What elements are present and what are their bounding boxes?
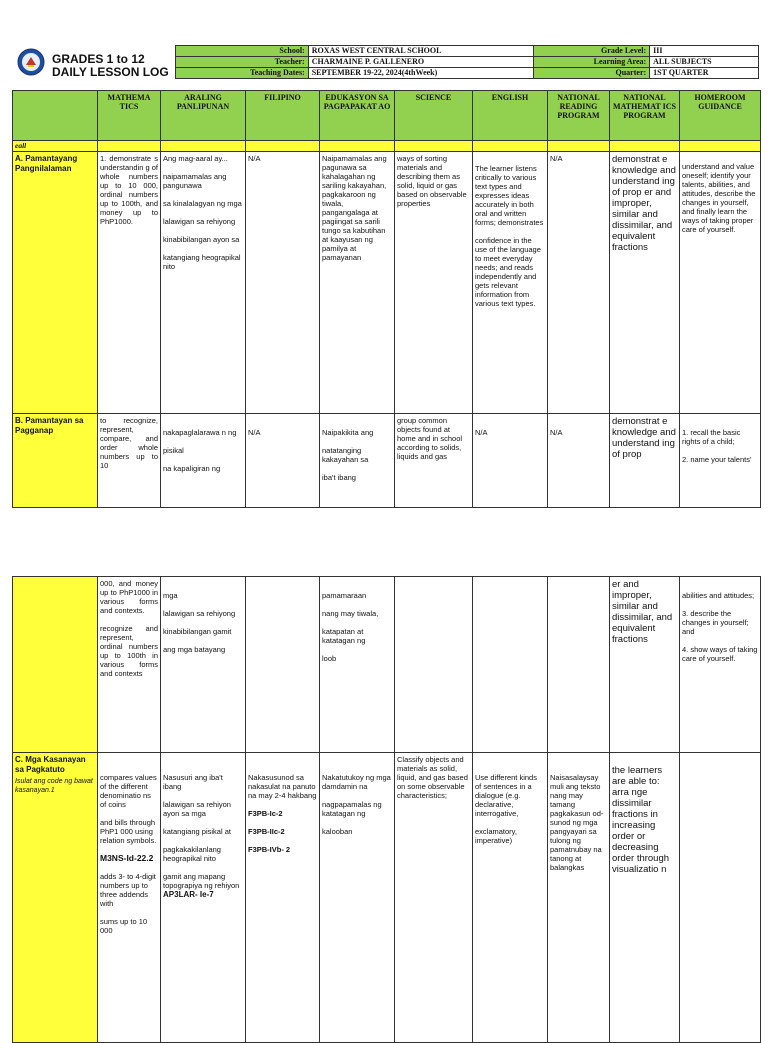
lesson-log-table-1: [12, 90, 761, 508]
c-ap: Nasusuri ang iba't ibang lalawigan sa rehiyon ayon sa mga katangiang pisikal at pagkakakilanlang heograpikal nito gamit ang mapang topograpiya ng rehiyon AP3LAR- Ie-7: [161, 753, 246, 1043]
form-header: [12, 45, 759, 79]
corner-cell: [13, 91, 98, 141]
lesson-log-table-2: [12, 576, 761, 1043]
c-fil: Nakasusunod sa nakasulat na panuto na may 2-4 hakbang F3PB-Ic-2 F3PB-IIc-2 F3PB-IVb- 2: [246, 753, 320, 1043]
teacher-label: Teacher:: [176, 57, 309, 68]
b-ap: nakapaglalarawa n ng pisikal na kapaligiran ng: [161, 414, 246, 508]
b2-label-cell: [13, 577, 98, 753]
a-nmp: demonstrat e knowledge and understand ing of prop er and improper, similar and dissimilar, and equivalent fractions: [610, 152, 680, 414]
b-fil: N/A: [246, 414, 320, 508]
header-info-table: [175, 45, 759, 79]
a-eng: The learner listens critically to various text types and expresses ideas accurately in both oral and written forms; demonstrates confidence in the use of the language to meet everyday needs; and reads independently and gets relevant information from various text types.: [473, 152, 548, 414]
area-label: Learning Area:: [534, 57, 650, 68]
grade-value: III: [650, 46, 759, 57]
b2-nrp: [548, 577, 610, 753]
b2-ap: mga lalawigan sa rehiyong kinabibilangan gamit ang mga batayang: [161, 577, 246, 753]
b2-nmp: er and improper, similar and dissimilar, and equivalent fractions: [610, 577, 680, 753]
a-hg: understand and value oneself; identify your talents, abilities, and attitudes, describe the changes in yourself, and finally learn the ways of taking proper care of yourself.: [680, 152, 761, 414]
form-title-line1: GRADES 1 to 12: [52, 52, 145, 66]
b2-sci: [395, 577, 473, 753]
col-header-fil: FILIPINO: [246, 91, 320, 141]
c-esp: Nakatutukoy ng mga damdamin na nagpapamalas ng katatagan ng kalooban: [320, 753, 395, 1043]
a-ap: Ang mag-aaral ay... naipamamalas ang pangunawa sa kinalalagyan ng mga lalawigan sa rehiyong kinabibilangan ayon sa katangiang heograpikal nito: [161, 152, 246, 414]
school-value: ROXAS WEST CENTRAL SCHOOL: [308, 46, 534, 57]
area-value: ALL SUBJECTS: [650, 57, 759, 68]
col-header-esp: EDUKASYON SA PAGPAPAKAT AO: [320, 91, 395, 141]
col-header-sci: SCIENCE: [395, 91, 473, 141]
a-nrp: N/A: [548, 152, 610, 414]
b2-hg: abilities and attitudes; 3. describe the changes in yourself; and 4. show ways of taking care of yourself.: [680, 577, 761, 753]
b2-math: 000, and money up to PhP1000 in various forms and contexts. recognize and represent, ordinal numbers up to 100th in various forms and contexts: [98, 577, 161, 753]
c-sci: Classify objects and materials as solid, liquid, and gas based on some observable characteristics;: [395, 753, 473, 1043]
dates-value: SEPTEMBER 19-22, 2024(4thWeek): [308, 68, 534, 79]
form-title-line2: DAILY LESSON LOG: [52, 65, 169, 79]
row-label-a: A. Pamantayang Pangnilalaman: [13, 152, 98, 414]
a-fil: N/A: [246, 152, 320, 414]
col-header-ap: ARALING PANLIPUNAN: [161, 91, 246, 141]
c-hg: [680, 753, 761, 1043]
c-math: compares values of the different denominatio ns of coins and bills through PhP1 000 using relation symbols. M3NS-Id-22.2 adds 3- to 4-digit numbers up to three addends with sums up to 10 000: [98, 753, 161, 1043]
dates-label: Teaching Dates:: [176, 68, 309, 79]
a-math: 1. demonstrate s understandin g of whole numbers up to 10 000, ordinal numbers up to 100th, and money up to PhP1000.: [98, 152, 161, 414]
b2-esp: pamamaraan nang may tiwala, katapatan at katatagan ng loob: [320, 577, 395, 753]
grade-label: Grade Level:: [534, 46, 650, 57]
b2-fil: [246, 577, 320, 753]
a-esp: Naipamamalas ang pagunawa sa kahalagahan ng sariling kakayahan, pagkakaroon ng tiwala, pangangalaga at pagiingat sa sarili tungo sa kabutihan at kaayusan ng pamilya at pamayanan: [320, 152, 395, 414]
b-math: to recognize, represent, compare, and order whole numbers up to 10: [98, 414, 161, 508]
col-header-hg: HOMEROOM GUIDANCE: [680, 91, 761, 141]
b-esp: Naipakikita ang natatanging kakayahan sa iba't ibang: [320, 414, 395, 508]
b-hg: 1. recall the basic rights of a child; 2. name your talents': [680, 414, 761, 508]
row-label-c-note: Isulat ang code ng bawat kasanayan.1: [15, 778, 93, 794]
col-header-math: MATHEMA TICS: [98, 91, 161, 141]
b-nmp: demonstrat e knowledge and understand ing of prop: [610, 414, 680, 508]
col-header-nrp: NATIONAL READING PROGRAM: [548, 91, 610, 141]
teacher-value: CHARMAINE P. GALLENERO: [308, 57, 534, 68]
row-label-c: C. Mga Kasanayan sa Pagkatuto Isulat ang code ng bawat kasanayan.1: [13, 753, 98, 1043]
b-sci: group common objects found at home and in school according to solids, liquids and gas: [395, 414, 473, 508]
c-eng: Use different kinds of sentences in a dialogue (e.g. declarative, interrogative, exclamatory, imperative): [473, 753, 548, 1043]
quarter-label: Quarter:: [534, 68, 650, 79]
col-header-eng: ENGLISH: [473, 91, 548, 141]
quarter-value: 1ST QUARTER: [650, 68, 759, 79]
eall-cell: eall: [13, 141, 98, 152]
deped-seal-icon: [17, 48, 45, 76]
col-header-nmp: NATIONAL MATHEMAT ICS PROGRAM: [610, 91, 680, 141]
c-nrp: Naisasalaysay muli ang teksto nang may tamang pagkakasun od-sunod ng mga pangyayari sa tulong ng pamatnubay na tanong at balangkas: [548, 753, 610, 1043]
a-sci: ways of sorting materials and describing them as solid, liquid or gas based on observable properties: [395, 152, 473, 414]
b-eng: N/A: [473, 414, 548, 508]
c-nmp: the learners are able to: arra nge dissimilar fractions in increasing order or decreasing order through visualizatio n: [610, 753, 680, 1043]
b2-eng: [473, 577, 548, 753]
row-label-b: B. Pamantayan sa Pagganap: [13, 414, 98, 508]
school-label: School:: [176, 46, 309, 57]
b-nrp: N/A: [548, 414, 610, 508]
